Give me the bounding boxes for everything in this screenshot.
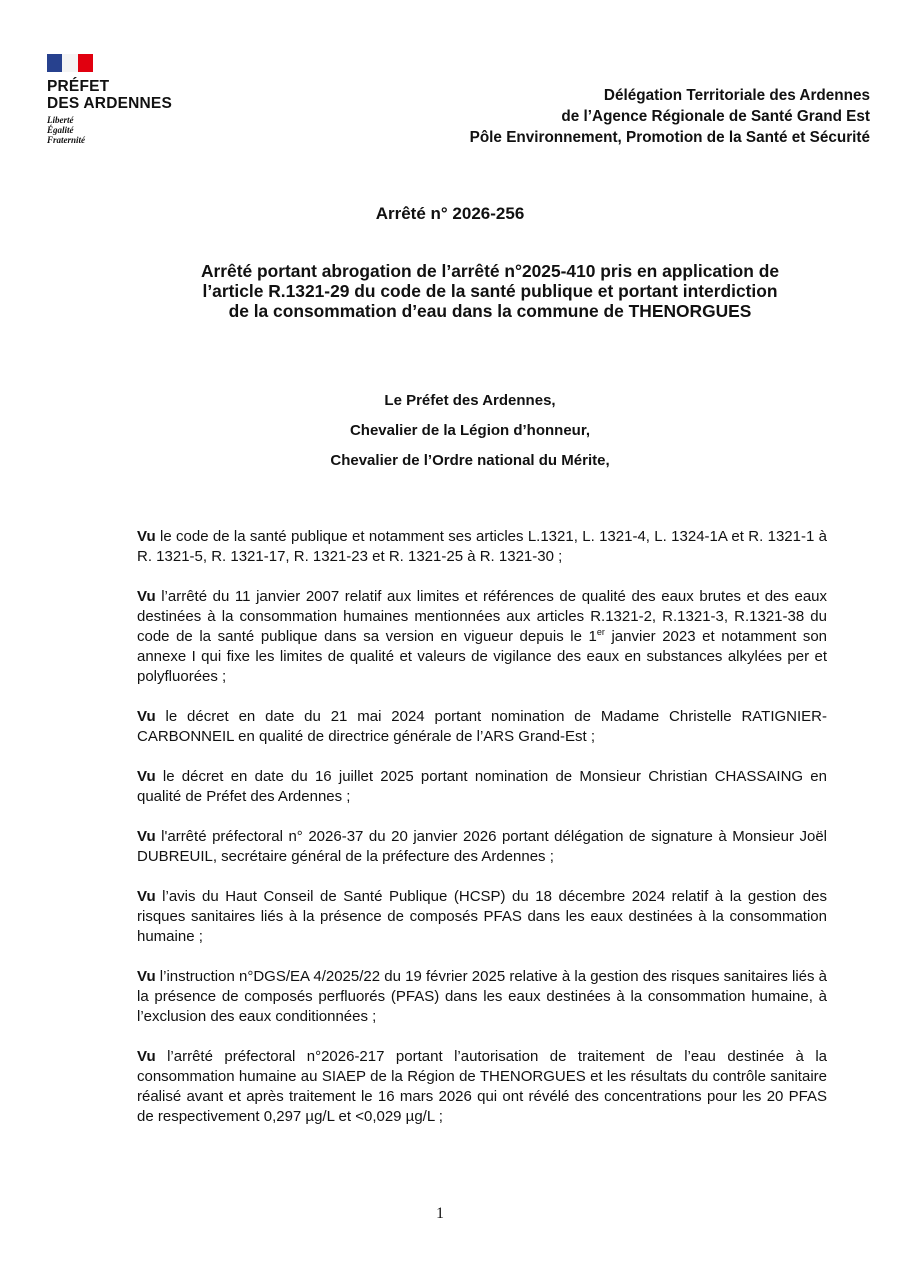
vu-label: Vu [137,888,156,905]
dept-line-3: Pôle Environnement, Promotion de la Santé et Sécurité [469,129,870,146]
vu-label: Vu [137,528,156,545]
title-line-1: Arrêté portant abrogation de l’arrêté n°2025-410 pris en application de [200,261,780,281]
vu-label: Vu [137,708,156,725]
visa-paragraph [137,587,827,687]
department-header [470,85,870,148]
visa-paragraph [137,1047,827,1127]
visa-text: l’avis du Haut Conseil de Santé Publique (HCSP) du 18 décembre 2024 relatif à la gestion des risques sanitaires liés à la présence de composés PFAS dans les eaux destinées à la consommation humaine ; [137,888,827,945]
prefet-line-1: Le Préfet des Ardennes, [384,392,556,409]
prefet-titles [0,386,900,476]
visa-text: le décret en date du 16 juillet 2025 portant nomination de Monsieur Christian CHASSAING en qualité de Préfet des Ardennes ; [137,768,827,805]
vu-label: Vu [137,768,156,785]
visas-list [137,527,827,1147]
visa-paragraph [137,527,827,567]
flag-red-band [78,54,93,72]
vu-label: Vu [137,828,156,845]
visa-paragraph [137,887,827,947]
document-title [110,261,870,321]
title-line-2: l’article R.1321-29 du code de la santé publique et portant interdiction [202,281,778,301]
motto-egalite: Égalité [47,125,74,135]
motto-fraternite: Fraternité [47,135,86,145]
visa-paragraph [137,767,827,807]
title-line-3: de la consommation d’eau dans la commune de THENORGUES [228,301,752,321]
french-flag-icon [47,54,93,72]
dept-line-2: de l’Agence Régionale de Santé Grand Est [561,108,870,125]
arrete-number: Arrêté n° 2026-256 [375,204,525,223]
visa-superscript: er [596,627,605,637]
vu-label: Vu [137,588,156,605]
republic-motto [47,115,207,145]
logo-prefet-line: PRÉFET [47,78,110,95]
visa-text: le décret en date du 21 mai 2024 portant nomination de Madame Christelle RATIGNIER-CARBONNEIL en qualité de directrice générale de l’ARS Grand-Est ; [137,708,827,745]
page-number: 1 [436,1205,444,1222]
logo-ardennes-line: DES ARDENNES [47,95,172,112]
vu-label: Vu [137,1048,156,1065]
visa-text: l’arrêté du 11 janvier 2007 relatif aux limites et références de qualité des eaux brutes et des eaux destinées à la consommation humaines mentionnées aux articles R.1321-2, R.1321-3, R.1321-38 du code de la santé publique dans sa version en vigueur depuis le 1 [137,588,828,645]
flag-blue-band [47,54,62,72]
flag-white-band [62,54,77,72]
vu-label: Vu [137,968,156,985]
motto-liberte: Liberté [47,115,74,125]
visa-text: l’arrêté préfectoral n°2026-217 portant l’autorisation de traitement de l’eau destinée à la consommation humaine au SIAEP de la Région de THENORGUES et les résultats du contrôle sanitaire réalisé avant et après traitement le 16 mars 2026 qui ont révélé des concentrations pour les 20 PFAS de respectivement 0,297 µg/L et <0,029 µg/L ; [137,1048,827,1125]
visa-text: janvier 2023 et notamment son annexe I qui fixe les limites de qualité et valeurs de vigilance des eaux en substances alkylées per et polyfluorées ; [137,628,828,685]
marianne-logo [47,54,207,145]
prefet-line-3: Chevalier de l’Ordre national du Mérite, [330,452,610,469]
prefet-line-2: Chevalier de la Légion d’honneur, [349,422,591,439]
visa-paragraph [137,827,827,867]
dept-line-1: Délégation Territoriale des Ardennes [603,87,870,104]
visa-paragraph [137,707,827,747]
visa-paragraph [137,967,827,1027]
visa-text: le code de la santé publique et notamment ses articles L.1321, L. 1321-4, L. 1324-1A et R. 1321-1 à R. 1321-5, R. 1321-17, R. 1321-23 et R. 1321-25 à R. 1321-30 ; [137,528,827,565]
visa-text: l’instruction n°DGS/EA 4/2025/22 du 19 février 2025 relative à la gestion des risques sanitaires liés à la présence de composés perfluorés (PFAS) dans les eaux destinées à la consommation humaine, à l’exclusion des eaux conditionnées ; [137,968,828,1025]
visa-text: l'arrêté préfectoral n° 2026-37 du 20 janvier 2026 portant délégation de signature à Monsieur Joël DUBREUIL, secrétaire général de la préfecture des Ardennes ; [137,828,827,865]
